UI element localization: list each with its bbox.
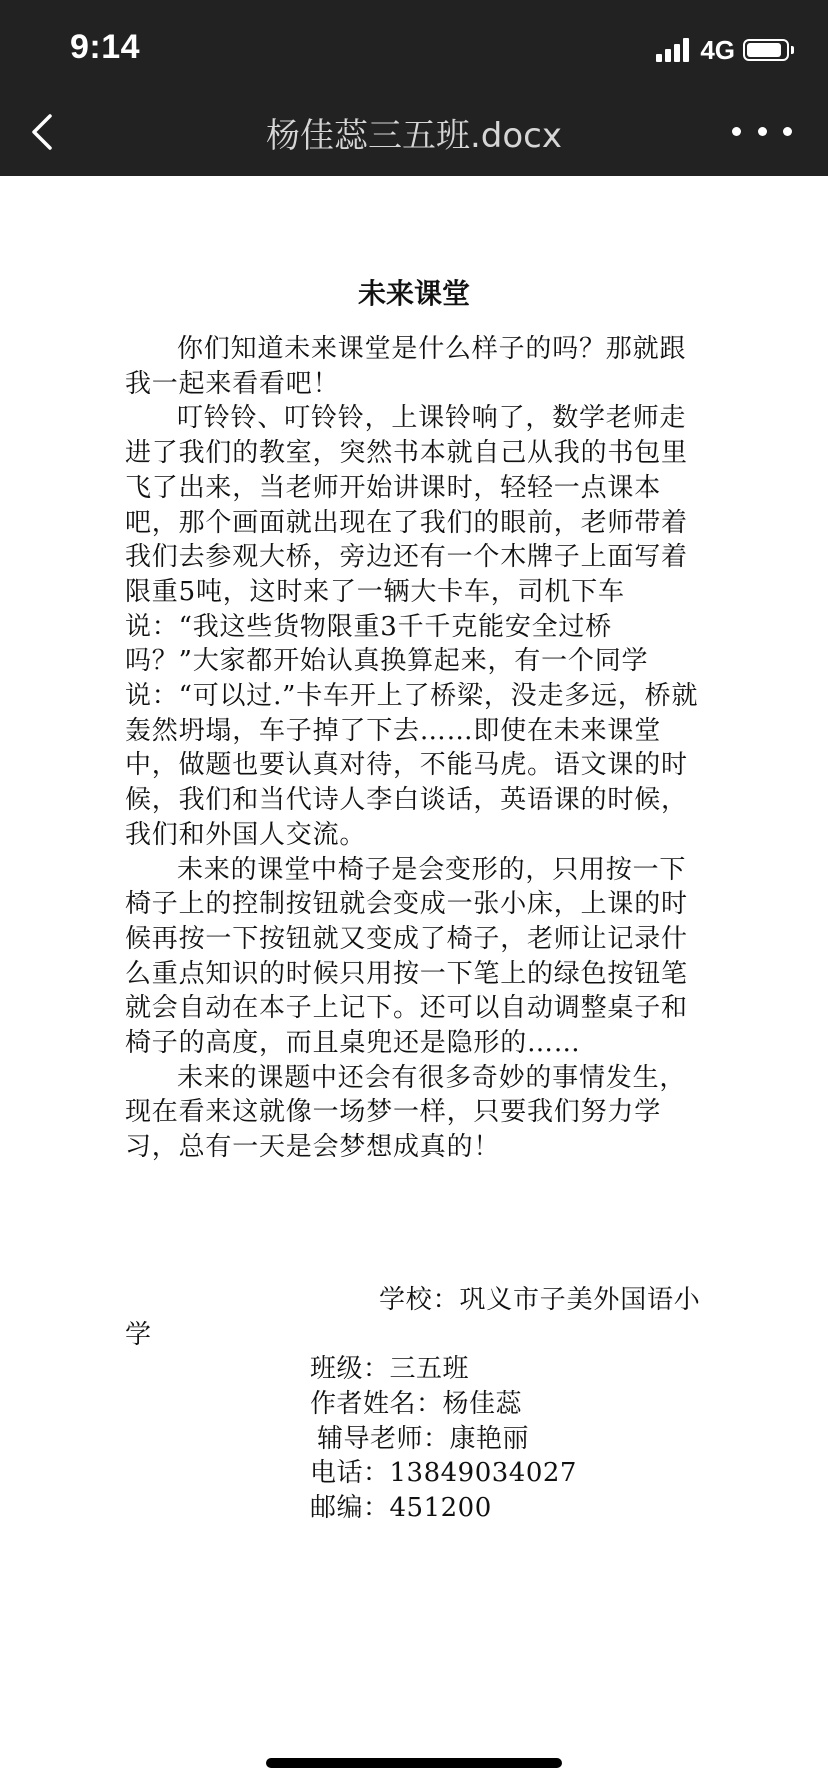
- back-button[interactable]: [26, 110, 62, 154]
- paragraph: 叮铃铃、叮铃铃，上课铃响了，数学老师走进了我们的教室，突然书本就自己从我的书包里飞了出来，当老师开始讲课时，轻轻一点课本吧，那个画面就出现在了我们的眼前，老师带着我们去参观大桥，旁边还有一个木牌子上面写着限重5吨，这时来了一辆大卡车，司机下车说：“我这些货物限重3千千克能安全过桥吗？”大家都开始认真换算起来，有一个同学说：“可以过.”卡车开上了桥梁，没走多远，桥就轰然坍塌，车子掉了下去……即使在未来课堂中，做题也要认真对待，不能马虎。语文课的时候，我们和当代诗人李白谈话，英语课的时候，我们和外国人交流。: [125, 403, 699, 850]
- essay-title: 未来课堂: [357, 277, 470, 310]
- paragraph: 未来的课题中还会有很多奇妙的事情发生，现在看来这就像一场梦一样，只要我们努力学习，总有一天是会梦想成真的！: [125, 1062, 687, 1163]
- paragraph: 你们知道未来课堂是什么样子的吗？那就跟我一起来看看吧！: [125, 334, 687, 399]
- signature-school: 学校：巩义市子美外国语小学: [125, 1284, 701, 1350]
- battery-icon: [743, 39, 789, 61]
- signature-postcode: 邮编：451200: [310, 1493, 492, 1524]
- more-button[interactable]: [732, 116, 792, 146]
- top-bar: [0, 0, 828, 176]
- home-indicator[interactable]: [266, 1758, 562, 1768]
- signature-class: 班级：三五班: [310, 1354, 470, 1385]
- status-indicators: [656, 32, 794, 68]
- document-title-bar: 杨佳蕊三五班.docx: [265, 116, 562, 156]
- signature-teacher: 辅导老师：康艳丽: [317, 1423, 530, 1454]
- document-content: [125, 272, 703, 1526]
- paragraph: 未来的课堂中椅子是会变形的，只用按一下椅子上的控制按钮就会变成一张小床，上课的时候再按一下按钮就又变成了椅子，老师让记录什么重点知识的时候只用按一下笔上的绿色按钮笔就会自动在本子上记下。还可以自动调整桌子和椅子的高度，而且桌兜还是隐形的……: [125, 854, 688, 1059]
- more-dots-icon: [783, 127, 792, 136]
- signal-icon: [656, 38, 692, 62]
- status-time: 9:14: [70, 28, 141, 66]
- chevron-left-icon: [26, 110, 62, 154]
- signature-author: 作者姓名：杨佳蕊: [310, 1388, 523, 1419]
- more-dots-icon: [758, 127, 767, 136]
- network-label: 4G: [700, 34, 735, 65]
- more-dots-icon: [732, 127, 741, 136]
- spacer: [125, 1165, 703, 1283]
- signature-phone: 电话：13849034027: [310, 1458, 577, 1489]
- battery-tip: [791, 46, 794, 54]
- battery-level: [747, 43, 781, 57]
